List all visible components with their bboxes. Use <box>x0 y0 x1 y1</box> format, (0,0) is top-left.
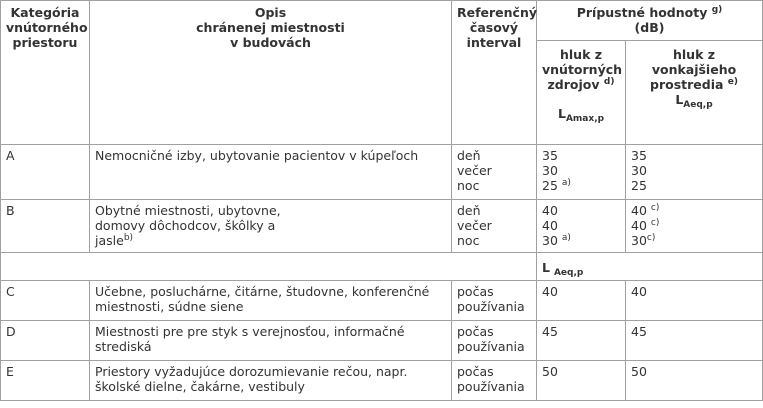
row-a-external-evening: 30 <box>631 163 647 178</box>
row-e-interval: počas používania <box>452 361 537 401</box>
row-b-description-text: Obytné miestnosti, ubytovne, domovy dôchodcov, škôlky a jasle <box>95 203 281 248</box>
header-limits-note: g) <box>711 5 723 15</box>
row-c-internal: 40 <box>537 281 626 321</box>
separator-metric <box>537 253 763 281</box>
row-b-external-evening: 40 <box>631 218 647 233</box>
row-e-internal: 50 <box>537 361 626 401</box>
row-a-interval-day: deň <box>457 148 481 163</box>
row-c-external: 40 <box>626 281 763 321</box>
header-limits <box>537 1 763 41</box>
separator-empty <box>1 253 537 281</box>
row-b-external-day: 40 <box>631 203 647 218</box>
row-b-external <box>626 200 763 253</box>
table-row-a <box>1 145 763 200</box>
table-row-e <box>1 361 763 401</box>
row-e-category: E <box>1 361 90 401</box>
row-b-description-note: b) <box>123 233 134 243</box>
row-d-interval: počas používania <box>452 321 537 361</box>
row-a-intervals <box>452 145 537 200</box>
table-row-b <box>1 200 763 253</box>
header-external-noise-label: hluk z vonkajšieho prostredia <box>650 47 737 92</box>
row-b-internal-evening: 40 <box>542 218 558 233</box>
header-internal-metric-sub: Amax,p <box>565 114 605 124</box>
row-a-internal <box>537 145 626 200</box>
row-b-external-evening-note: c) <box>650 218 660 228</box>
header-internal-noise-label: hluk z vnútorných zdrojov <box>542 47 623 92</box>
separator-metric-sub: Aeq,p <box>553 268 584 278</box>
row-b-intervals <box>452 200 537 253</box>
row-b-internal-day: 40 <box>542 203 558 218</box>
header-description-line2: chránenej miestnosti <box>196 20 345 35</box>
header-external-metric: L <box>675 92 684 107</box>
row-a-category: A <box>1 145 90 200</box>
table-row-d <box>1 321 763 361</box>
row-d-internal: 45 <box>537 321 626 361</box>
header-limits-label: Prípustné hodnoty <box>576 5 708 20</box>
header-external-metric-sub: Aeq,p <box>683 100 713 110</box>
row-a-external-night: 25 <box>631 178 647 193</box>
header-external-noise <box>626 41 763 145</box>
separator-metric-symbol: L <box>542 260 550 275</box>
row-a-external-day: 35 <box>631 148 647 163</box>
row-d-description: Miestnosti pre pre styk s verejnosťou, informačné strediská <box>90 321 452 361</box>
header-category: Kategória vnútorného priestoru <box>1 1 90 145</box>
header-description-line1: Opis <box>254 5 287 20</box>
row-d-category: D <box>1 321 90 361</box>
row-b-interval-night: noc <box>457 233 480 248</box>
table-row-c <box>1 281 763 321</box>
row-d-external: 45 <box>626 321 763 361</box>
row-c-interval: počas používania <box>452 281 537 321</box>
row-a-description <box>90 145 452 200</box>
row-a-description-text: Nemocničné izby, ubytovanie pacientov v kúpeľoch <box>95 148 419 163</box>
row-c-category: C <box>1 281 90 321</box>
header-internal-noise <box>537 41 626 145</box>
table-row-separator <box>1 253 763 281</box>
header-interval: Referenčný časový interval <box>452 1 537 145</box>
row-a-internal-night: 25 <box>542 178 558 193</box>
row-e-description: Priestory vyžadujúce dorozumievanie rečou, napr. školské dielne, čakárne, vestibuly <box>90 361 452 401</box>
header-internal-metric: L <box>558 106 566 121</box>
row-a-internal-evening: 30 <box>542 163 558 178</box>
row-b-category: B <box>1 200 90 253</box>
header-description <box>90 1 452 145</box>
row-a-interval-night: noc <box>457 178 480 193</box>
header-internal-noise-note: d) <box>603 77 615 87</box>
row-b-interval-evening: večer <box>457 218 492 233</box>
row-e-external: 50 <box>626 361 763 401</box>
row-b-interval-day: deň <box>457 203 481 218</box>
header-external-noise-note: e) <box>727 77 739 87</box>
row-c-description: Učebne, posluchárne, čitárne, študovne, konferenčné miestnosti, súdne siene <box>90 281 452 321</box>
row-b-internal <box>537 200 626 253</box>
row-b-external-night-note: c) <box>646 233 656 243</box>
row-b-internal-night: 30 <box>542 233 558 248</box>
row-a-internal-day: 35 <box>542 148 558 163</box>
row-a-interval-evening: večer <box>457 163 492 178</box>
row-b-description <box>90 200 452 253</box>
row-b-external-day-note: c) <box>650 203 660 213</box>
row-b-external-night: 30 <box>631 233 647 248</box>
header-description-line3: v budovách <box>230 35 311 50</box>
row-a-external <box>626 145 763 200</box>
header-limits-unit: (dB) <box>634 20 665 35</box>
row-a-internal-night-note: a) <box>561 178 571 188</box>
row-b-internal-night-note: a) <box>561 233 571 243</box>
